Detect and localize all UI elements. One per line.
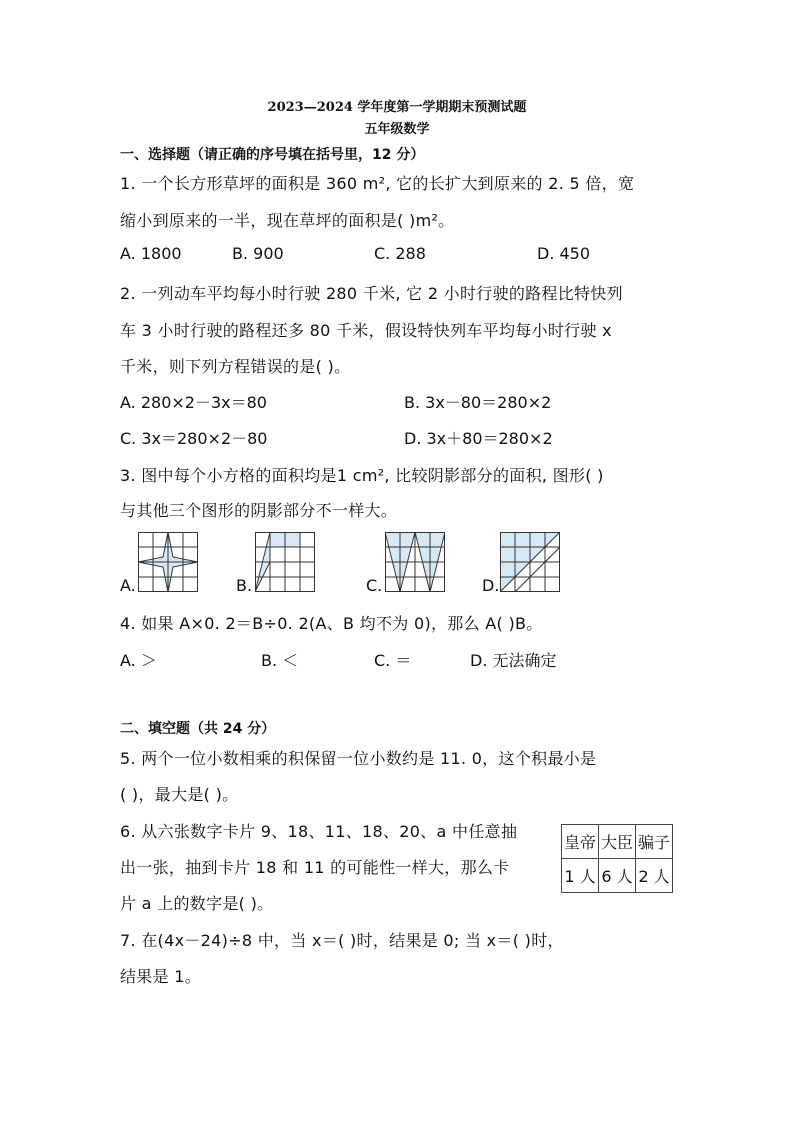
q2-option-c: C. 3x＝280×2－80 xyxy=(120,429,268,448)
q1-line1: 1. 一个长方形草坪的面积是 360 m², 它的长扩大到原来的 2. 5 倍，宽 xyxy=(120,174,635,193)
q3-figure-c xyxy=(385,532,445,592)
q1-line2: 缩小到原来的一半，现在草坪的面积是( )m²。 xyxy=(120,211,455,230)
q3-label-a: A. xyxy=(120,576,136,595)
q6-line1: 6. 从六张数字卡片 9、18、11、18、20、a 中任意抽 xyxy=(120,822,518,841)
q2-option-b: B. 3x－80＝280×2 xyxy=(404,393,552,412)
q2-option-a: A. 280×2－3x＝80 xyxy=(120,393,267,412)
page-title: 2023—2024 学年度第一学期期末预测试题 xyxy=(267,100,527,115)
table-value-cell: 2 人 xyxy=(636,859,673,893)
q2-line1: 2. 一列动车平均每小时行驶 280 千米, 它 2 小时行驶的路程比特快列 xyxy=(120,284,623,303)
section-heading-fill: 二、填空题（共 24 分） xyxy=(120,721,276,737)
q3-figure-d xyxy=(500,532,560,592)
q3-line1: 3. 图中每个小方格的面积均是1 cm², 比较阴影部分的面积, 图形( ) xyxy=(120,466,604,485)
table-header-cell: 骗子 xyxy=(636,825,673,859)
q4-option-b: B. ＜ xyxy=(261,651,299,670)
q4-option-d: D. 无法确定 xyxy=(470,651,557,670)
q6-line3: 片 a 上的数字是( )。 xyxy=(120,894,274,913)
q4-option-a: A. ＞ xyxy=(120,651,157,670)
q3-line2: 与其他三个图形的阴影部分不一样大。 xyxy=(120,501,398,520)
q7-line2: 结果是 1。 xyxy=(120,967,202,986)
q1-option-c: C. 288 xyxy=(374,244,426,263)
table-value-cell: 6 人 xyxy=(599,859,636,893)
q1-option-d: D. 450 xyxy=(537,244,591,263)
page-subtitle: 五年级数学 xyxy=(364,122,430,137)
q1-option-b: B. 900 xyxy=(232,244,284,263)
q6-role-table xyxy=(561,824,673,893)
q4-option-c: C. ＝ xyxy=(374,651,412,670)
q5-line2: ( )，最大是( )。 xyxy=(120,785,239,804)
table-value-cell: 1 人 xyxy=(562,859,599,893)
q1-option-a: A. 1800 xyxy=(120,244,182,263)
q2-line2: 车 3 小时行驶的路程还多 80 千米，假设特快列车平均每小时行驶 x xyxy=(120,321,612,340)
table-header-cell: 大臣 xyxy=(599,825,636,859)
q6-line2: 出一张，抽到卡片 18 和 11 的可能性一样大，那么卡 xyxy=(120,858,510,877)
q3-label-b: B. xyxy=(236,576,253,595)
section-heading-choice: 一、选择题（请正确的序号填在括号里，12 分） xyxy=(120,147,425,163)
q7-line1: 7. 在(4x－24)÷8 中，当 x＝( )时，结果是 0; 当 x＝( )时， xyxy=(120,931,564,950)
q3-label-d: D. xyxy=(482,576,500,595)
q5-line1: 5. 两个一位小数相乘的积保留一位小数约是 11. 0，这个积最小是 xyxy=(120,749,597,768)
q3-figure-a xyxy=(138,532,198,592)
q2-line3: 千米，则下列方程错误的是( )。 xyxy=(120,357,351,376)
q3-label-c: C. xyxy=(366,576,383,595)
q3-figure-b xyxy=(255,532,315,592)
q4-line1: 4. 如果 A×0. 2＝B÷0. 2(A、B 均不为 0)，那么 A( )B。 xyxy=(120,614,543,633)
q2-option-d: D. 3x＋80＝280×2 xyxy=(404,429,553,448)
table-header-cell: 皇帝 xyxy=(562,825,599,859)
